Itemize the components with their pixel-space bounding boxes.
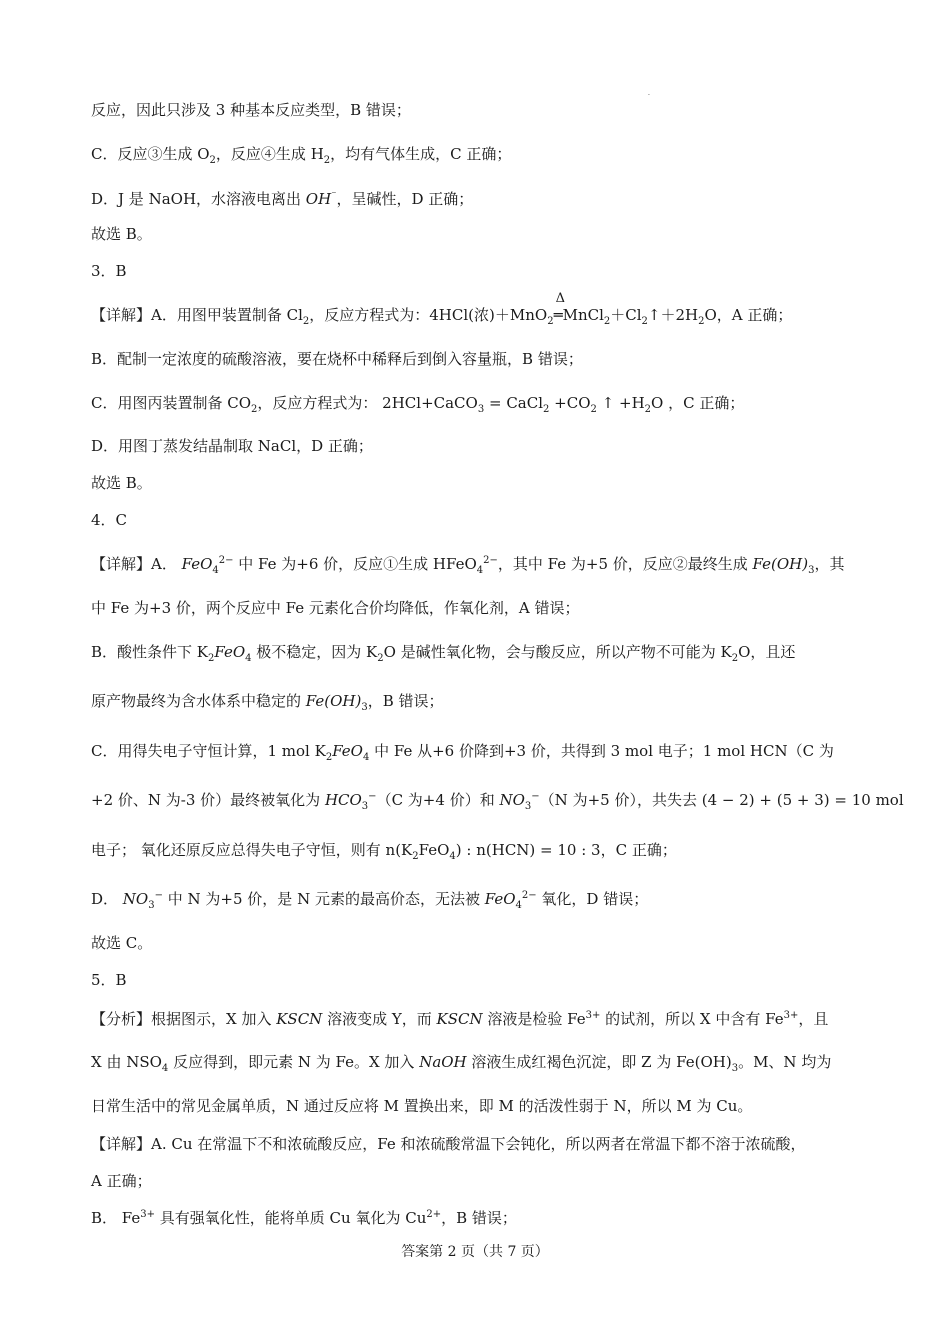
text-line: D．用图丁蒸发结晶制取 NaCl，D 正确； <box>91 437 373 455</box>
text-line: C．反应③生成 $O_2$，反应④生成 $H_2$，均有气体生成，C 正确； <box>91 145 512 166</box>
question-number: 4．C <box>91 511 128 529</box>
text-line: 【详解】A． FeO$_4^{2-}$ 中 Fe 为+6 价，反应①生成 HFeO$_4^{2-}$，其中 Fe 为+5 价，反应②最终生成 $Fe(OH)_3$，其 <box>91 555 845 576</box>
text-line: B．配制一定浓度的硫酸溶液，要在烧杯中稀释后到倒入容量瓶，B 错误； <box>91 350 583 368</box>
text-line: 电子； 氧化还原反应总得失电子守恒，则有 $n(K_2FeO_4)$ : n(HCN) = 10 : 3，C 正确； <box>91 841 677 862</box>
heat-condition: Δ ═ <box>553 291 565 324</box>
answer-page: . 反应，因此只涉及 3 种基本反应类型，B 错误； C．反应③生成 $O_2$，反应④生成 $H_2$，均有气体生成，C 正确； D．J 是 NaOH，水溶液电离出 OH⁻，呈碱性，D 正确； 故选 B。 3．B 【详解】A．用图甲装置制备 $Cl_2$，反应方程式为：4HCl(浓)＋MnO$_2$ Δ $═MnCl_2+Cl_2↑+2H_2O$，A 正确； B．配制一定浓度的硫酸溶液，要在烧杯中稀释后到倒入容量瓶，B 错误； C．用图丙装置制备 $CO_2$，反应方程式为： 2HCl+CaCO$_3$ = CaCl$_2$ $+CO_2$ ↑ $+H_2O$ ，C 正确； D．用图丁蒸发结晶制取 NaCl，D 正确； 故选 B。 4．C 【详解】A． FeO$_4^{2-}$ 中 Fe 为+6 价，反应①生成 HFeO$_4^{2-}$，其中 Fe 为+5 价，反应②最终生成 $Fe(OH)_3$，其 中 Fe 为+3 价，两个反应中 Fe 元素化合价均降低，作氧化剂，A 错误； B．酸性条件下 $K_2FeO_4$ 极不稳定，因为 $K_2O$ 是碱性氧化物，会与酸反应，所以产物不可能为 $K_2O$，且还 原产物最终为含水体系中稳定的 $Fe(OH)_3$，B 错误； C．用得失电子守恒计算，1 mol $K_2FeO_4$ 中 Fe 从+6 价降到+3 价，共得到 3 mol 电子；1 mol HCN（C 为 +2 价、N 为-3 价）最终被氧化为 $HCO_3^-(C$ 为+4 价）和 $NO_3^-(N$ 为+5 价），共失去 (4 − 2) + (5 + 3) = 10 mol 电子； 氧化还原反应总得失电子守恒，则有 $n(K_2FeO_4)$ : n(HCN) = 10 : 3，C 正确； D． $NO_3^-$ 中 N 为+5 价，是 N 元素的最高价态，无法被 FeO$_4^{2-}$ 氧化，D 错误； 故选 C。 5．B 【分析】根据图示，X 加入 KSCN 溶液变成 Y，而 KSCN 溶液是检验 $Fe^{3+}$ 的试剂，所以 X 中含有 $Fe^{3+}$，且 X 由 $NSO_4$ 反应得到，即元素 N 为 Fe。X 加入 NaOH 溶液生成红褐色沉淀，即 Z 为 $Fe(OH)_3$。M、N 均为 日常生活中的常见金属单质，N 通过反应将 M 置换出来，即 M 的活泼性弱于 N，所以 M 为 Cu。 【详解】A. Cu 在常温下不和浓硫酸反应，Fe 和浓硫酸常温下会钝化，所以两者在常温下都不溶于浓硫酸， A 正确； B． $Fe^{3+}$ 具有强氧化性，能将单质 Cu 氧化为 $Cu^{2+}$，B 错误； 答案第 2 页（共 7 页） <box>0 0 950 1344</box>
text-line: A 正确； <box>91 1172 152 1190</box>
text-line: 【详解】A．用图甲装置制备 $Cl_2$，反应方程式为：4HCl(浓)＋MnO$_2$ Δ $═MnCl_2+Cl_2↑+2H_2O$，A 正确； <box>91 291 793 327</box>
text-line: D． $NO_3^-$ 中 N 为+5 价，是 N 元素的最高价态，无法被 FeO$_4^{2-}$ 氧化，D 错误； <box>91 890 649 911</box>
text-line: D．J 是 NaOH，水溶液电离出 OH⁻，呈碱性，D 正确； <box>91 190 474 208</box>
text-line: 故选 B。 <box>91 474 152 492</box>
page-footer: 答案第 2 页（共 7 页） <box>401 1244 549 1260</box>
text-line: X 由 $NSO_4$ 反应得到，即元素 N 为 Fe。X 加入 NaOH 溶液生成红褐色沉淀，即 Z 为 $Fe(OH)_3$。M、N 均为 <box>91 1053 832 1074</box>
text-line: 原产物最终为含水体系中稳定的 $Fe(OH)_3$，B 错误； <box>91 692 444 713</box>
text-line: C．用图丙装置制备 $CO_2$，反应方程式为： 2HCl+CaCO$_3$ = CaCl$_2$ $+CO_2$ ↑ $+H_2O$ ，C 正确； <box>91 394 745 415</box>
text-line: B．酸性条件下 $K_2FeO_4$ 极不稳定，因为 $K_2O$ 是碱性氧化物，会与酸反应，所以产物不可能为 $K_2O$，且还 <box>91 643 796 664</box>
text-line: 中 Fe 为+3 价，两个反应中 Fe 元素化合价均降低，作氧化剂，A 错误； <box>91 599 580 617</box>
text-line: +2 价、N 为-3 价）最终被氧化为 $HCO_3^-(C$ 为+4 价）和 $NO_3^-(N$ 为+5 价），共失去 (4 − 2) + (5 + 3) = 10 mol <box>91 791 904 812</box>
text-line: 【分析】根据图示，X 加入 KSCN 溶液变成 Y，而 KSCN 溶液是检验 $Fe^{3+}$ 的试剂，所以 X 中含有 $Fe^{3+}$，且 <box>91 1010 829 1028</box>
text-line: 日常生活中的常见金属单质，N 通过反应将 M 置换出来，即 M 的活泼性弱于 N，所以 M 为 Cu。 <box>91 1097 753 1115</box>
text-line: 反应，因此只涉及 3 种基本反应类型，B 错误； <box>91 101 411 119</box>
text-line: 故选 C。 <box>91 934 153 952</box>
text-line: B． $Fe^{3+}$ 具有强氧化性，能将单质 Cu 氧化为 $Cu^{2+}$，B 错误； <box>91 1209 517 1227</box>
text-line: 【详解】A. Cu 在常温下不和浓硫酸反应，Fe 和浓硫酸常温下会钝化，所以两者在常温下都不溶于浓硫酸， <box>91 1135 806 1153</box>
text-line: C．用得失电子守恒计算，1 mol $K_2FeO_4$ 中 Fe 从+6 价降到+3 价，共得到 3 mol 电子；1 mol HCN（C 为 <box>91 742 834 763</box>
text-line: 故选 B。 <box>91 225 152 243</box>
question-number: 3．B <box>91 262 127 280</box>
question-number: 5．B <box>91 971 127 989</box>
